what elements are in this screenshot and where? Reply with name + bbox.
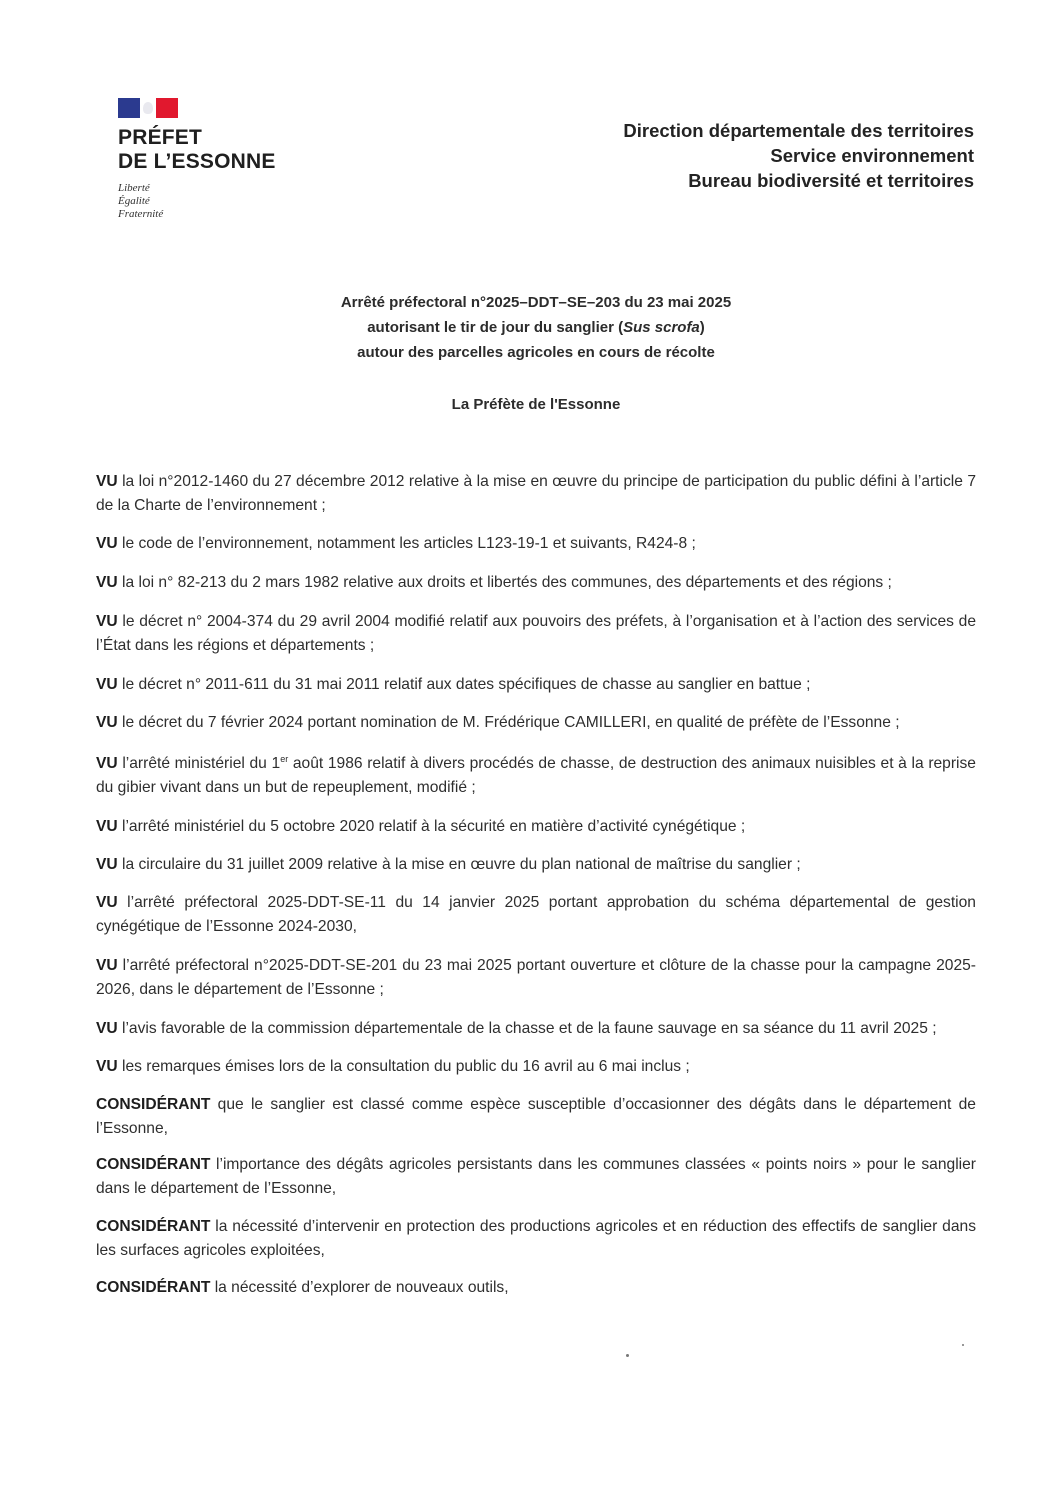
clause: CONSIDÉRANT la nécessité d’explorer de nouveaux outils, — [96, 1279, 509, 1297]
clause: VU le décret du 7 février 2024 portant nomination de M. Frédérique CAMILLERI, en qualité de préfète de l’Essonne ; — [96, 714, 900, 731]
bureau-line: Bureau biodiversité et territoires — [688, 170, 974, 191]
clause: VU l’arrêté préfectoral 2025-DDT-SE-11 du 14 janvier 2025 portant approbation du schéma départemental de gestion cynégétique de l’Essonne 2024-2030, — [96, 894, 976, 936]
prefecture-logo — [118, 98, 318, 221]
marianne-flag-icon — [118, 98, 178, 118]
decree-title-line1: Arrêté préfectoral n°2025–DDT–SE–203 du 23 mai 2025 — [340, 294, 732, 311]
clause: VU la loi n° 82-213 du 2 mars 1982 relative aux droits et libertés des communes, des départements et des régions ; — [96, 574, 892, 591]
scan-speck — [962, 1344, 964, 1346]
decree-title — [96, 290, 976, 365]
clause: VU les remarques émises lors de la consultation du public du 16 avril au 6 mai inclus ; — [96, 1058, 690, 1076]
legal-clauses — [96, 470, 976, 1300]
logo-motto: Liberté Égalité Fraternité — [118, 182, 164, 220]
clause: VU l’arrêté ministériel du 5 octobre 2020 relatif à la sécurité en matière d’activité cynégétique ; — [96, 818, 746, 836]
service-line: Service environnement — [770, 145, 974, 166]
prefete-heading: La Préfète de l'Essonne — [451, 396, 621, 413]
logo-title: PRÉFET DE L’ESSONNE — [118, 126, 276, 173]
clause: VU la loi n°2012-1460 du 27 décembre 2012 relative à la mise en œuvre du principe de participation du public défini à l’article 7 de la Charte de l’environnement ; — [96, 473, 976, 514]
decree-title-line3: autour des parcelles agricoles en cours de récolte — [357, 344, 715, 361]
issuing-service — [454, 118, 974, 193]
clause: CONSIDÉRANT l’importance des dégâts agricoles persistants dans les communes classées « points noirs » pour le sanglier dans le département de l’Essonne, — [96, 1156, 976, 1198]
scan-speck — [626, 1354, 629, 1357]
clause: VU l’avis favorable de la commission départementale de la chasse et de la faune sauvage en sa séance du 11 avril 2025 ; — [96, 1020, 937, 1038]
clause: VU le code de l’environnement, notamment les articles L123-19-1 et suivants, R424-8 ; — [96, 535, 696, 552]
clause: VU la circulaire du 31 juillet 2009 relative à la mise en œuvre du plan national de maîtrise du sanglier ; — [96, 856, 801, 874]
clause: VU l’arrêté préfectoral n°2025-DDT-SE-201 du 23 mai 2025 portant ouverture et clôture de la chasse pour la campagne 2025-2026, dans le département de l’Essonne ; — [96, 957, 976, 999]
clause: CONSIDÉRANT la nécessité d’intervenir en protection des productions agricoles et en réduction des effectifs de sanglier dans les surfaces agricoles exploitées, — [96, 1218, 976, 1260]
clause: VU l’arrêté ministériel du 1er août 1986 relatif à divers procédés de chasse, de destruction des animaux nuisibles et à la reprise du gibier vivant dans un but de repeuplement, modifié ; — [96, 754, 976, 797]
direction-line: Direction départementale des territoires — [623, 120, 974, 141]
clause: VU le décret n° 2011-611 du 31 mai 2011 relatif aux dates spécifiques de chasse au sanglier en battue ; — [96, 676, 811, 693]
clause: VU le décret n° 2004-374 du 29 avril 2004 modifié relatif aux pouvoirs des préfets, à l’organisation et à l’action des services de l’État dans les régions et départements ; — [96, 613, 976, 654]
clause: CONSIDÉRANT que le sanglier est classé comme espèce susceptible d’occasionner des dégâts dans le département de l’Essonne, — [96, 1096, 976, 1138]
decree-title-line2: autorisant le tir de jour du sanglier (Sus scrofa) — [367, 319, 705, 336]
